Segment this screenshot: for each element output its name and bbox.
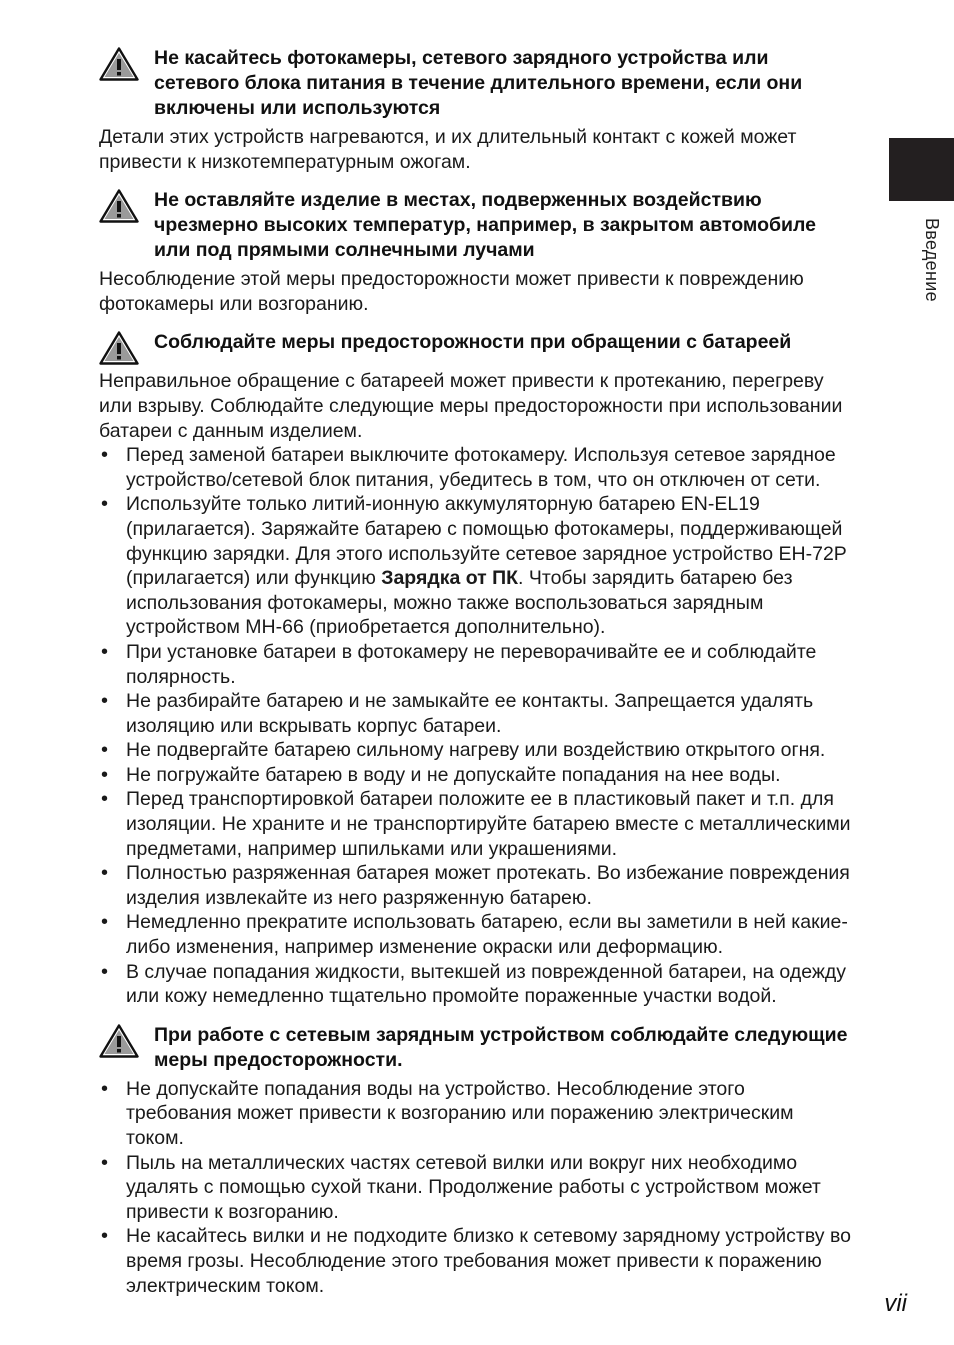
warning-section-charger	[99, 1023, 851, 1298]
warning-section-high-temperature	[99, 188, 851, 316]
list-item: • Не разбирайте батарею и не замыкайте ее контакты. Запрещается удалять изоляцию или вскрывать корпус батареи.	[99, 689, 851, 738]
warning-heading	[99, 1023, 851, 1073]
warning-text: Детали этих устройств нагреваются, и их длительный контакт с кожей может привести к низкотемпературным ожогам.	[99, 126, 797, 173]
warning-triangle-icon	[99, 1024, 139, 1058]
list-item: • Используйте только литий-ионную аккумуляторную батарею EN-EL19 (прилагается). Заряжайте батарею с помощью фотокамеры, поддерживающей функцию зарядки. Для этого используйте сетевое зарядное устройство EH-72P (прилагается) или функцию Зарядка от ПК. Чтобы зарядить батарею без использования фотокамеры, можно также воспользоваться зарядным устройством MH-66 (приобретается дополнительно).	[99, 492, 851, 640]
list-item: • В случае попадания жидкости, вытекшей из поврежденной батареи, на одежду или кожу немедленно тщательно промойте пораженные участки водой.	[99, 960, 851, 1009]
warning-section-battery	[99, 330, 851, 1008]
list-item: • Не подвергайте батарею сильному нагреву или воздействию открытого огня.	[99, 738, 851, 763]
warning-text: Несоблюдение этой меры предосторожности может привести к повреждению фотокамеры или возгоранию.	[99, 268, 804, 315]
list-item: • Перед транспортировкой батареи положите ее в пластиковый пакет и т.п. для изоляции. Не храните и не транспортируйте батарею вместе с металлическими предметами, например шпильками или украшениями.	[99, 787, 851, 861]
list-item: • Пыль на металлических частях сетевой вилки или вокруг них необходимо удалять с помощью сухой ткани. Продолжение работы с устройством может привести к возгоранию.	[99, 1151, 851, 1225]
list-item: • Не касайтесь вилки и не подходите близко к сетевому зарядному устройству во время грозы. Несоблюдение этого требования может привести к поражению электрическим током.	[99, 1224, 851, 1298]
list-item: • Немедленно прекратите использовать батарею, если вы заметили в ней какие-либо изменения, например изменение окраски или деформацию.	[99, 910, 851, 959]
warning-title: Не касайтесь фотокамеры, сетевого зарядного устройства или сетевого блока питания в течение длительного времени, если они включены или используются	[154, 47, 803, 119]
warning-title: Не оставляйте изделие в местах, подверженных воздействию чрезмерно высоких температур, например, в закрытом автомобиле или под прямыми солнечными лучами	[154, 189, 817, 262]
charge-by-pc-term: Зарядка от ПК	[381, 567, 519, 590]
warning-triangle-icon	[99, 189, 139, 223]
page-number: vii	[884, 1290, 907, 1317]
warning-section-device-heat	[99, 46, 851, 174]
section-tab-label: Введение	[922, 218, 942, 302]
list-item: • Полностью разряженная батарея может протекать. Во избежание повреждения изделия извлекайте из него разряженную батарею.	[99, 861, 851, 910]
warning-heading	[99, 188, 851, 263]
warning-heading	[99, 46, 851, 121]
warning-heading	[99, 330, 851, 365]
warning-title: Соблюдайте меры предосторожности при обращении с батареей	[154, 331, 792, 354]
list-item: • При установке батареи в фотокамеру не переворачивайте ее и соблюдайте полярность.	[99, 640, 851, 689]
list-item: • Не допускайте попадания воды на устройство. Несоблюдение этого требования может привести к возгоранию или поражению электрическим током.	[99, 1077, 851, 1151]
warning-title: При работе с сетевым зарядным устройством соблюдайте следующие меры предосторожности.	[154, 1023, 848, 1071]
warning-text: Неправильное обращение с батареей может привести к протеканию, перегреву или взрыву. Соблюдайте следующие меры предосторожности при использовании батареи с данным изделием.	[99, 370, 843, 442]
bullet-list	[99, 443, 851, 1009]
bullet-list	[99, 1077, 851, 1298]
warning-triangle-icon	[99, 331, 139, 365]
page-content	[99, 46, 851, 1312]
section-tab-marker	[889, 138, 954, 201]
list-item: • Перед заменой батареи выключите фотокамеру. Используя сетевое зарядное устройство/сетевой блок питания, убедитесь в том, что он отключен от сети.	[99, 443, 851, 492]
warning-triangle-icon	[99, 47, 139, 81]
list-item: • Не погружайте батарею в воду и не допускайте попадания на нее воды.	[99, 763, 851, 788]
